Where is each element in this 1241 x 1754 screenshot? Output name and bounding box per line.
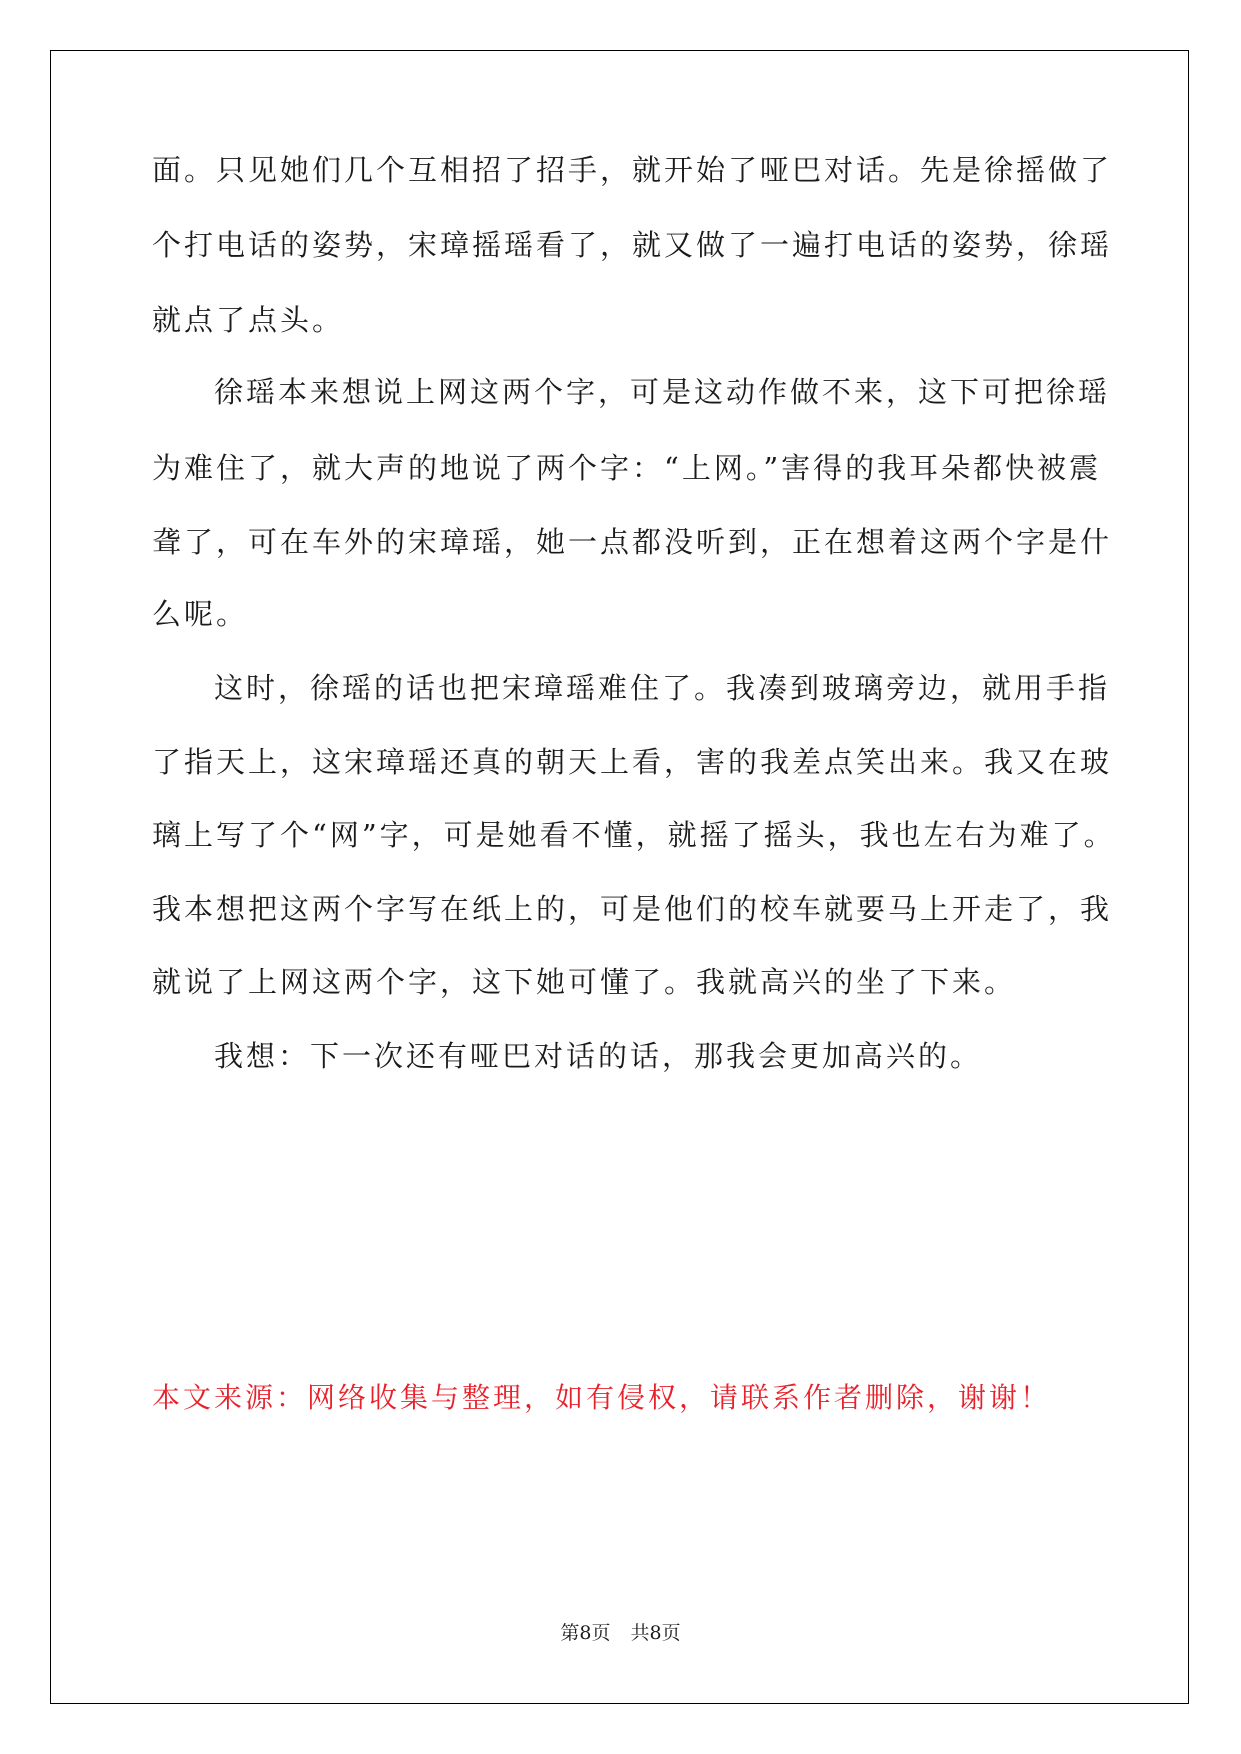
body-line: 就点了点头。 (152, 303, 345, 337)
body-line: 聋了，可在车外的宋璋瑶，她一点都没听到，正在想着这两个字是什 (152, 525, 1113, 559)
body-line: 我本想把这两个字写在纸上的，可是他们的校车就要马上开走了，我 (152, 892, 1113, 926)
body-line: 么呢。 (152, 597, 249, 631)
body-line: 个打电话的姿势，宋璋摇瑶看了，就又做了一遍打电话的姿势，徐瑶 (152, 228, 1113, 262)
paragraph-start-line: 徐瑶本来想说上网这两个字，可是这动作做不来，这下可把徐瑶 (214, 375, 1111, 409)
body-line: 璃上写了个“网”字，可是她看不懂，就摇了摇头，我也左右为难了。 (152, 818, 1116, 852)
page-border (50, 50, 1189, 1704)
body-line: 为难住了，就大声的地说了两个字：“上网。”害得的我耳朵都快被震 (152, 451, 1102, 485)
body-line: 面。只见她们几个互相招了招手，就开始了哑巴对话。先是徐摇做了 (152, 153, 1113, 187)
body-line: 就说了上网这两个字，这下她可懂了。我就高兴的坐了下来。 (152, 965, 1017, 999)
page-number-total: 共8页 (630, 1622, 681, 1644)
source-note: 本文来源：网络收集与整理，如有侵权，请联系作者删除，谢谢！ (152, 1381, 1052, 1414)
page-footer (0, 1618, 1241, 1645)
body-line: 了指天上，这宋璋瑶还真的朝天上看，害的我差点笑出来。我又在玻 (152, 745, 1113, 779)
paragraph-start-line: 我想：下一次还有哑巴对话的话，那我会更加高兴的。 (214, 1039, 983, 1073)
page-number-current: 第8页 (560, 1622, 611, 1644)
paragraph-start-line: 这时，徐瑶的话也把宋璋瑶难住了。我凑到玻璃旁边，就用手指 (214, 671, 1111, 705)
